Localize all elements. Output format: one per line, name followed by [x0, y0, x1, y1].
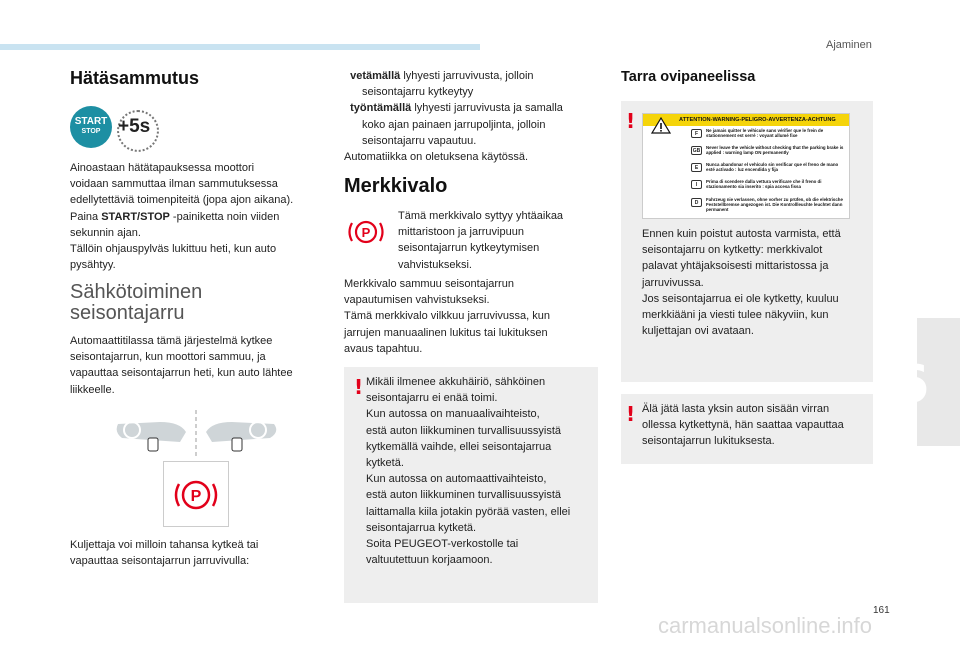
child-warning-box — [621, 394, 873, 464]
warning-exclamation-icon: ! — [626, 109, 636, 133]
flag-badge: I — [691, 180, 702, 189]
bullet-push: työntämällä lyhyesti jarruvivusta ja samalla — [350, 102, 563, 115]
top-accent-bar — [0, 44, 480, 50]
warning-exclamation-icon: ! — [626, 402, 636, 426]
warning-lamp-title: Merkkivalo — [344, 175, 448, 197]
door-panel-label-title: Tarra ovipaneelissa — [621, 69, 756, 85]
warning-lamp-text: Tämä merkkivalo syttyy yhtäaikaa mittaristoon ja jarruvipuun seisontajarrun kytkeytymisen vahvistukseksi. — [398, 210, 564, 271]
sticker-row-text: Ne jamais quitter le véhicule sans vérifier que le frein de stationnement est serré : voyant allumé fixe — [706, 128, 824, 138]
sticker-row-text: Fahrzeug nie verlassen, ohne vorher zu prüfen, ob die elektrische Feststellbremse angezogen ist. Die Kontrollleuchte leuchtet dann permanent — [706, 197, 843, 212]
parking-brake-lamp-box — [163, 461, 229, 527]
sticker-row-text: Prima di scendere dalla vettura verificare che il freno di stazionamento sia inserito : spia accesa fissa — [706, 179, 822, 189]
flag-badge: GB — [692, 148, 701, 154]
warning-exclamation-icon: ! — [354, 375, 364, 399]
warning-triangle-icon — [651, 116, 671, 134]
section-label: Ajaminen — [826, 39, 872, 51]
child-warning-text: Älä jätä lasta yksin auton sisään virran ollessa kytkettynä, hän saattaa vapauttaa seisontajarrun lukituksesta. — [642, 403, 844, 448]
door-label-info-text: Ennen kuin poistut autosta varmista, että seisontajarru on kytketty: merkkivalot palavat yhtäjaksoisesti mittaristossa ja jarruvivussa. Jos seisontajarrua ei ole kytketty, kuuluu merkkiääni ja viesti tulee näkyviin, kun kuljettajan ovi avataan. — [642, 228, 841, 338]
bullet-pull: vetämällä lyhyesti jarruvivusta, jolloin — [350, 70, 534, 82]
emergency-stop-text: Ainoastaan hätätapauksessa moottori voidaan sammuttaa ilman sammutuksessa edellytettäviä toimenpiteitä (jopa ajon aikana). Paina START/STOP -painiketta noin viiden sekunnin ajan. Tällöin ohjauspylväs lukittuu heti, kun auto pysähtyy. — [70, 162, 294, 272]
door-sticker-image — [642, 113, 850, 219]
dashboard-illustration — [110, 408, 290, 458]
flag-badge: F — [691, 129, 702, 138]
brake-lever-bullets: vetämällä lyhyesti jarruvivusta, jolloin seisontajarru kytkeytyy työntämällä lyhyesti jarruvivusta ja samalla koko ajan painaen jarrupoljinta, jolloin seisontajarru vapautuu. Automatiikka on oletuksena käytössä. — [344, 68, 606, 165]
watermark: carmanualsonline.info — [658, 613, 873, 638]
driver-brake-text: Kuljettaja voi milloin tahansa kytkeä tai vapauttaa seisontajarrun jarruvivulla: — [70, 539, 259, 568]
plus-five-seconds-label: +5s — [118, 116, 151, 137]
svg-text:P: P — [361, 225, 371, 240]
sticker-header: ATTENTION-WARNING-PELIGRO-AVVERTENZA-ACHTUNG — [643, 114, 849, 126]
flag-badge: D — [691, 198, 702, 207]
page-number: 161 — [873, 605, 890, 616]
parking-brake-icon — [164, 462, 228, 526]
electric-parking-brake-title: Sähkötoiminen seisontajarru — [70, 281, 203, 324]
automatic-mode-text: Automaattitilassa tämä järjestelmä kytkee seisontajarrun, kun moottori sammuu, ja vapauttaa seisontajarrun heti, kun auto lähtee liikkeelle. — [70, 335, 293, 396]
sticker-row-text: Nunca abandonar el vehículo sin verificar que el freno de mano esté activado : luz encendida y fija — [706, 162, 839, 172]
parking-brake-lamp-icon — [344, 214, 388, 250]
flag-badge: E — [691, 163, 702, 172]
battery-warning-text: Mikäli ilmenee akkuhäiriö, sähköinen seisontajarru ei enää toimi. Kun autossa on manuaalivaihteisto, estä auton liikkuminen turvallisuussyistä kytkemällä vaihde, ellei seisontajarrua kytketä. Kun autossa on automaattivaihteisto, estä auton liikkuminen turvallisuussyistä laittamalla kiila jotakin pyörää vasten, ellei seisontajarrua kytketä. Soita PEUGEOT-verkostolle tai valtuutettuun korjaamoon. — [366, 376, 571, 567]
battery-warning-box — [344, 367, 598, 603]
sticker-row-text: Never leave the vehicle without checking that the parking brake is applied : warning lamp ON permanently — [706, 145, 844, 155]
lamp-off-text: Merkkivalo sammuu seisontajarrun vapautumisen vahvistukseksi. Tämä merkkivalo vilkkuu jarruvivussa, kun jarrujen manuaalinen lukitus tai lukituksen avaus tapahtuu. — [344, 278, 551, 355]
svg-text:P: P — [190, 488, 202, 505]
start-stop-button-icon: START STOP — [70, 106, 112, 148]
chapter-number: 6 — [893, 355, 930, 415]
emergency-stop-title: Hätäsammutus — [70, 68, 200, 88]
